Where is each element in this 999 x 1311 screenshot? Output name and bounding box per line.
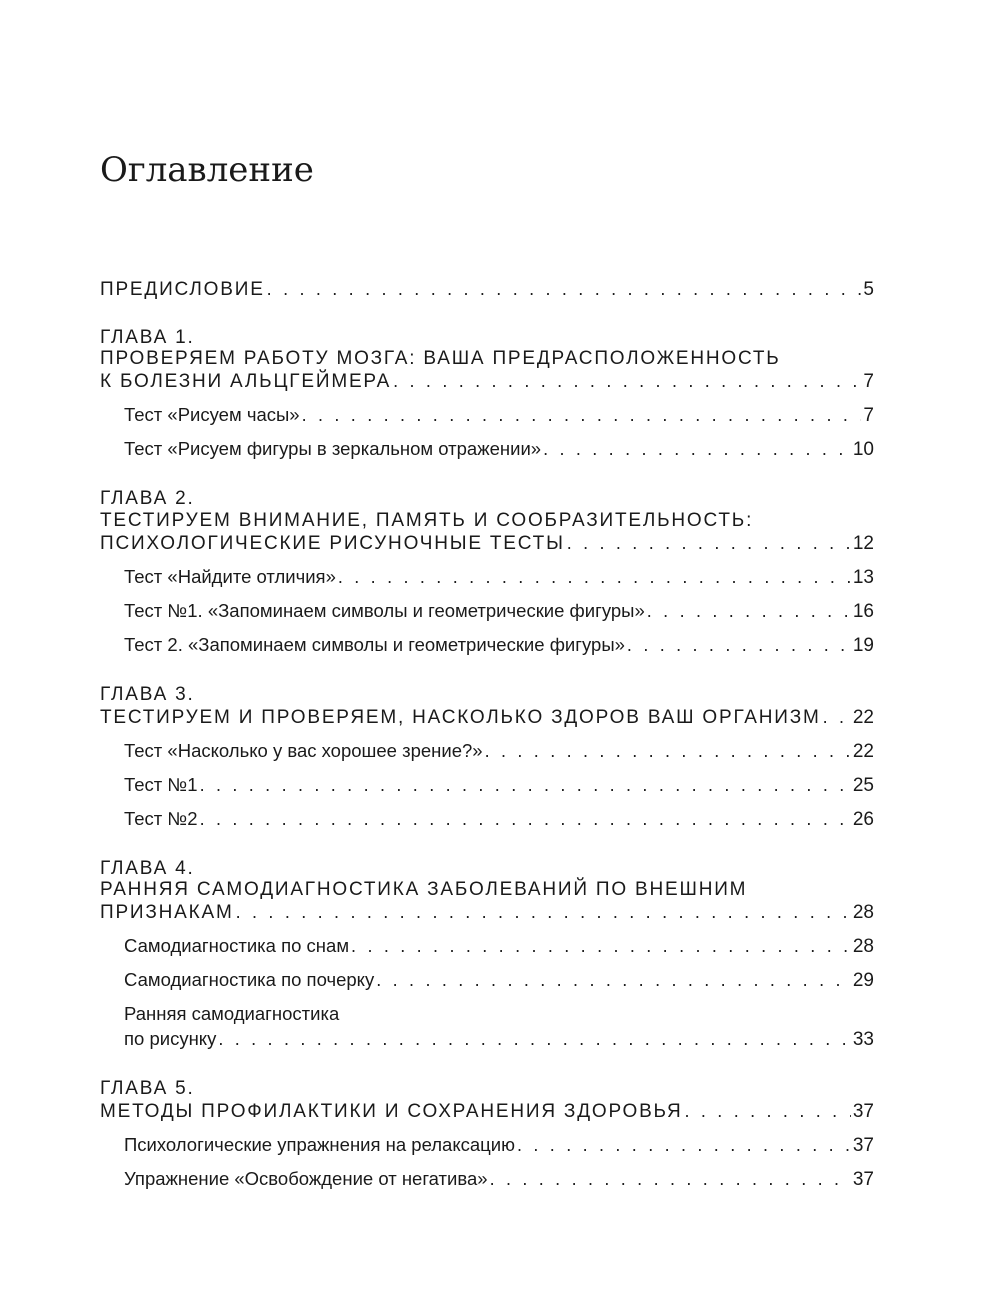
page-title: Оглавление — [100, 150, 314, 190]
chapter-title-line: ПРИЗНАКАМ — [100, 902, 234, 923]
toc-entry-chapter[interactable] — [100, 530, 874, 556]
toc-entry-label: Тест «Рисуем часы» — [124, 404, 300, 425]
chapter-number: ГЛАВА 2. — [100, 488, 195, 509]
toc-entry-chapter[interactable] — [100, 704, 874, 730]
dot-leader — [236, 899, 851, 925]
toc-entry-label: Самодиагностика по снам — [124, 935, 350, 956]
toc-entry-label: Психологические упражнения на релаксацию — [124, 1134, 515, 1155]
toc-page-number: 7 — [863, 405, 874, 426]
chapter-number: ГЛАВА 3. — [100, 684, 195, 705]
toc-entry-chapter[interactable] — [100, 1098, 874, 1124]
dot-leader — [376, 967, 851, 993]
chapter-title-line: К БОЛЕЗНИ АЛЬЦГЕЙМЕРА — [100, 371, 392, 392]
chapter-title-line: ТЕСТИРУЕМ И ПРОВЕРЯЕМ, НАСКОЛЬКО ЗДОРОВ ВАШ ОРГАНИЗМ — [100, 707, 821, 728]
toc-page-number: 26 — [852, 809, 874, 830]
toc-page-number: 12 — [852, 533, 874, 554]
toc-entry-label: Самодиагностика по почерку — [124, 969, 375, 990]
chapter-title-line[interactable]: РАННЯЯ САМОДИАГНОСТИКА ЗАБОЛЕВАНИЙ ПО ВНЕШНИМ — [100, 879, 748, 900]
dot-leader — [823, 704, 851, 730]
toc-page-number: 22 — [852, 707, 874, 728]
toc-entry-label: Упражнение «Освобождение от негатива» — [124, 1168, 488, 1189]
toc-page-number: 19 — [852, 635, 874, 656]
toc-entry-label: Тест №1 — [124, 774, 198, 795]
dot-leader — [627, 632, 851, 658]
toc-entry-label: Тест «Рисуем фигуры в зеркальном отражении» — [124, 438, 542, 459]
toc-page-number: 25 — [852, 775, 874, 796]
toc-page-number: 37 — [852, 1101, 874, 1122]
toc-page-number: 28 — [852, 936, 874, 957]
toc-entry-section[interactable] — [124, 436, 874, 462]
toc-page-number: 37 — [852, 1169, 874, 1190]
toc-page-number: 28 — [852, 902, 874, 923]
toc-page-number: 7 — [863, 371, 874, 392]
dot-leader — [200, 806, 851, 832]
dot-leader — [647, 598, 851, 624]
toc-entry-chapter[interactable] — [100, 899, 874, 925]
dot-leader — [393, 368, 861, 394]
toc-page-number: 13 — [852, 567, 874, 588]
dot-leader — [200, 772, 851, 798]
chapter-title-line: МЕТОДЫ ПРОФИЛАКТИКИ И СОХРАНЕНИЯ ЗДОРОВЬЯ — [100, 1101, 683, 1122]
toc-entry-section[interactable] — [124, 1132, 874, 1158]
dot-leader — [351, 933, 851, 959]
toc-page-number: 10 — [852, 439, 874, 460]
toc-entry-section[interactable] — [124, 1166, 874, 1192]
dot-leader — [567, 530, 851, 556]
toc-entry-label: ПРЕДИСЛОВИЕ — [100, 279, 265, 300]
dot-leader — [485, 738, 851, 764]
toc-entry-label: Тест 2. «Запоминаем символы и геометрические фигуры» — [124, 634, 625, 655]
chapter-title-line: ПСИХОЛОГИЧЕСКИЕ РИСУНОЧНЫЕ ТЕСТЫ — [100, 533, 565, 554]
toc-entry-label: Тест «Насколько у вас хорошее зрение?» — [124, 740, 483, 761]
toc-page-number: 33 — [852, 1029, 874, 1050]
toc-page-number: 16 — [852, 601, 874, 622]
dot-leader — [267, 276, 862, 302]
dot-leader — [490, 1166, 851, 1192]
chapter-number: ГЛАВА 1. — [100, 327, 195, 348]
toc-entry-label: Тест «Найдите отличия» — [124, 566, 336, 587]
toc-entry-section[interactable] — [124, 632, 874, 658]
toc-entry-section[interactable] — [124, 933, 874, 959]
toc-entry-label: Тест №2 — [124, 808, 198, 829]
dot-leader — [543, 436, 851, 462]
toc-page-number: 5 — [863, 279, 874, 300]
dot-leader — [218, 1026, 851, 1052]
toc-entry-label: по рисунку — [124, 1028, 217, 1049]
toc-entry-section[interactable] — [124, 1026, 874, 1052]
toc-entry-section[interactable] — [124, 738, 874, 764]
toc-entry-section[interactable] — [124, 564, 874, 590]
toc-page-number: 29 — [852, 970, 874, 991]
chapter-number: ГЛАВА 5. — [100, 1078, 195, 1099]
toc-entry-section[interactable] — [124, 402, 874, 428]
toc-entry-chapter[interactable] — [100, 368, 874, 394]
chapter-number: ГЛАВА 4. — [100, 858, 195, 879]
toc-entry-section[interactable] — [124, 598, 874, 624]
toc-page-number: 37 — [852, 1135, 874, 1156]
dot-leader — [685, 1098, 851, 1124]
toc-page-number: 22 — [852, 741, 874, 762]
toc-entry-label[interactable]: Ранняя самодиагностика — [124, 1003, 340, 1024]
dot-leader — [338, 564, 851, 590]
toc-entry-section[interactable] — [124, 806, 874, 832]
toc-entry-section[interactable] — [124, 772, 874, 798]
toc-entry-label: Тест №1. «Запоминаем символы и геометрические фигуры» — [124, 600, 645, 621]
chapter-title-line[interactable]: ТЕСТИРУЕМ ВНИМАНИЕ, ПАМЯТЬ И СООБРАЗИТЕЛЬНОСТЬ: — [100, 510, 754, 531]
dot-leader — [302, 402, 862, 428]
toc-entry-section[interactable] — [124, 967, 874, 993]
dot-leader — [517, 1132, 851, 1158]
chapter-title-line[interactable]: ПРОВЕРЯЕМ РАБОТУ МОЗГА: ВАША ПРЕДРАСПОЛОЖЕННОСТЬ — [100, 348, 781, 369]
toc-entry-preface[interactable] — [100, 276, 874, 302]
